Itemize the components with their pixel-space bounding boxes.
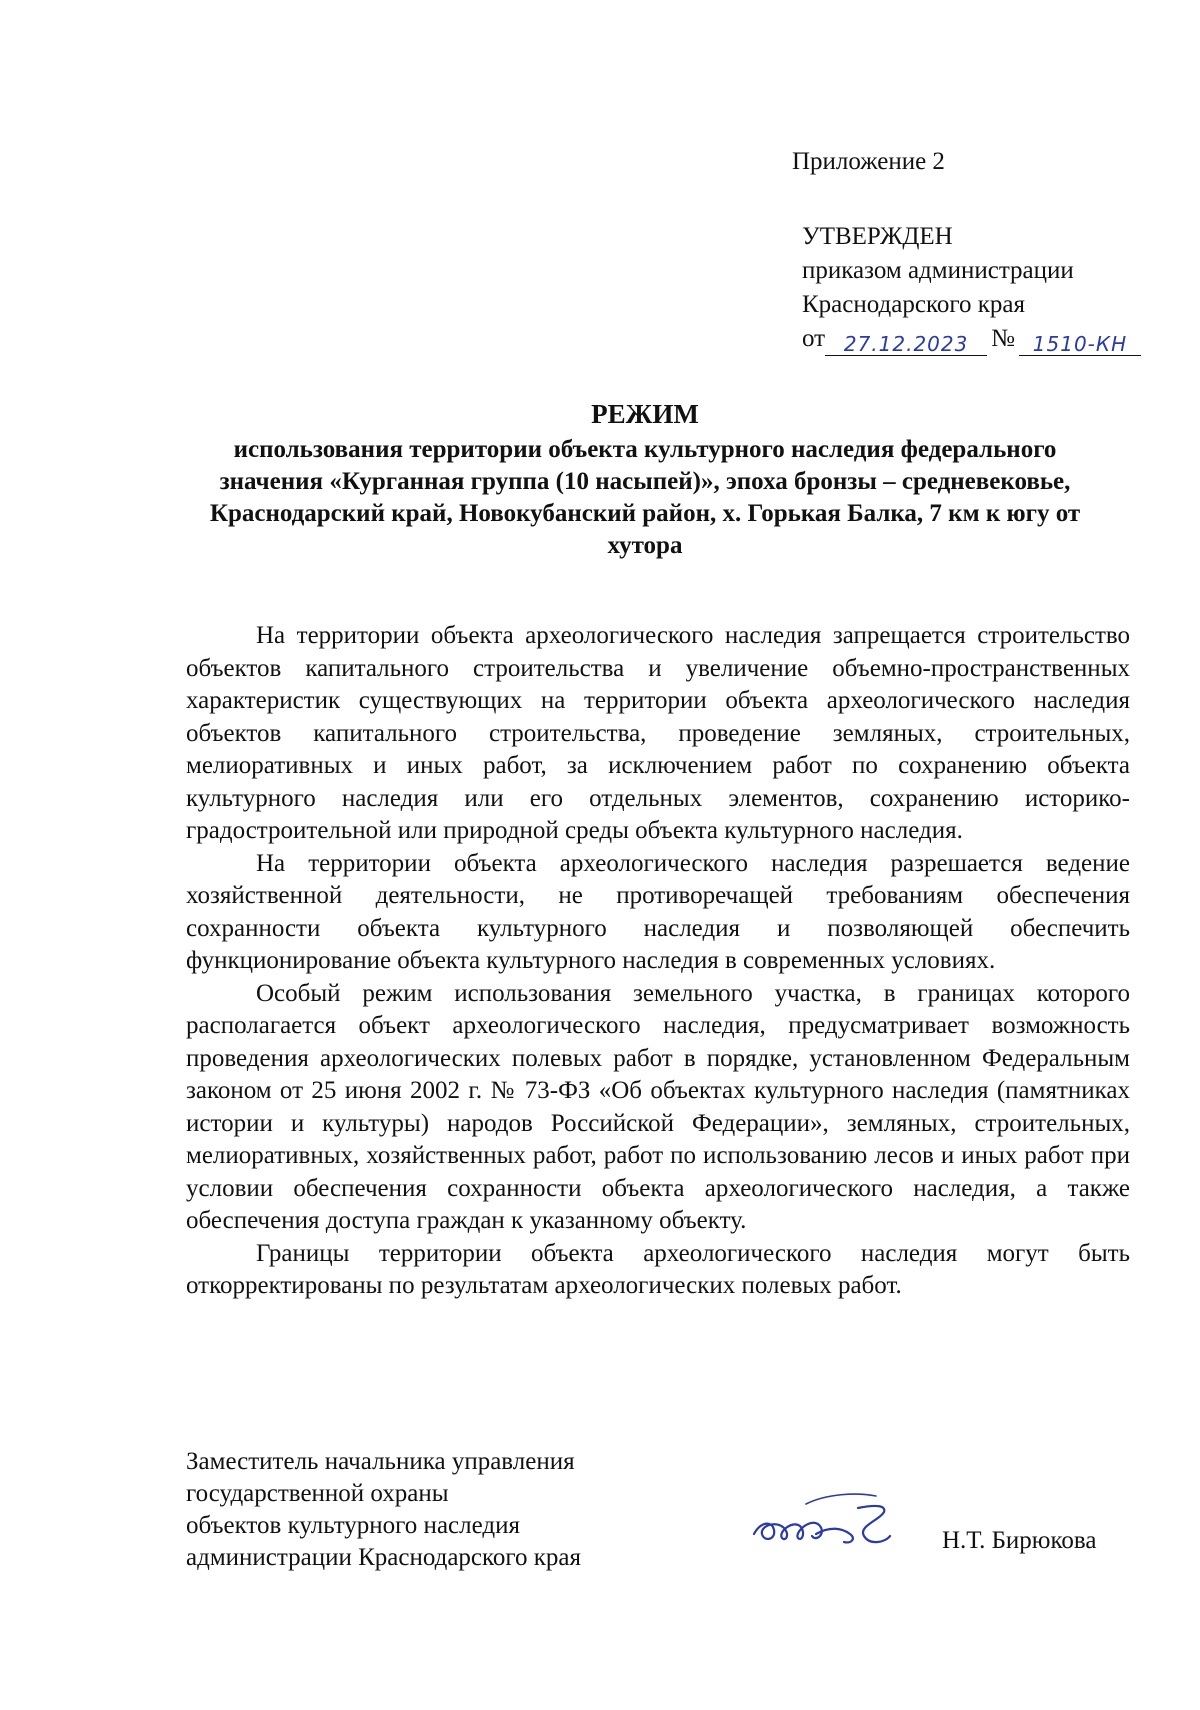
appendix-label: Приложение 2 [792, 148, 945, 175]
handwritten-date: 27.12.2023 [825, 333, 987, 356]
approval-order-line: приказом администрации [802, 257, 1074, 284]
body-paragraph: Особый режим использования земельного участка, в границах которого располагается объект археологического наследия, предусматривает возможность проведения археологических полевых работ в порядке, установленном Федеральным законом от 25 июня 2002 г. № 73-ФЗ «Об объектах культурного наследия (памятниках истории и культуры) народов Российской Федерации», земляных, строительных, мелиоративных, хозяйственных работ, работ по использованию лесов и иных работ при условии обеспечения сохранности объекта археологического наследия, а также обеспечения доступа граждан к указанному объекту. [186, 979, 1130, 1234]
document-title-block [150, 398, 1140, 562]
position-line: администрации Краснодарского края [186, 1544, 582, 1571]
body-paragraph: На территории объекта археологического наследия запрещается строительство объектов капитального строительства и увеличение объемно-пространственных характеристик существующих на территории объекта археологического наследия объектов капитального строительства, проведение земляных, строительных, мелиоративных и иных работ, за исключением работ по сохранению объекта культурного наследия или его отдельных элементов, сохранению историко-градостроительной или природной среды объекта культурного наследия. [186, 622, 1130, 844]
position-line: Заместитель начальника управления [186, 1448, 575, 1475]
number-sign: № [991, 325, 1015, 352]
signature-icon [746, 1486, 896, 1556]
signatory-position [186, 1446, 581, 1574]
document-body [186, 620, 1130, 1303]
body-paragraph: Границы территории объекта археологического наследия могут быть откорректированы по результатам археологических полевых работ. [186, 1239, 1130, 1299]
approval-approved: УТВЕРЖДЕН [802, 223, 953, 250]
approval-block [802, 220, 1141, 356]
signer-name: Н.Т. Бирюкова [942, 1527, 1097, 1554]
document-subtitle: использования территории объекта культурного наследия федерального значения «Курганная группа (10 насыпей)», эпоха бронзы – средневековье, Краснодарский край, Новокубанский район, х. Горькая Балка, 7 км к югу от хутора [209, 436, 1081, 559]
position-line: государственной охраны [186, 1480, 449, 1507]
body-paragraph: На территории объекта археологического наследия разрешается ведение хозяйственной деятельности, не противоречащей требованиям обеспечения сохранности объекта культурного наследия и позволяющей обеспечить функционирование объекта культурного наследия в современных условиях. [186, 849, 1130, 974]
position-line: объектов культурного наследия [186, 1512, 520, 1539]
approval-region-line: Краснодарского края [802, 291, 1025, 318]
handwritten-order-number: 1510-КН [1019, 333, 1141, 356]
approval-date-number-line [802, 322, 1141, 356]
document-title: РЕЖИМ [591, 399, 699, 429]
approval-ot-label: от [802, 325, 826, 352]
